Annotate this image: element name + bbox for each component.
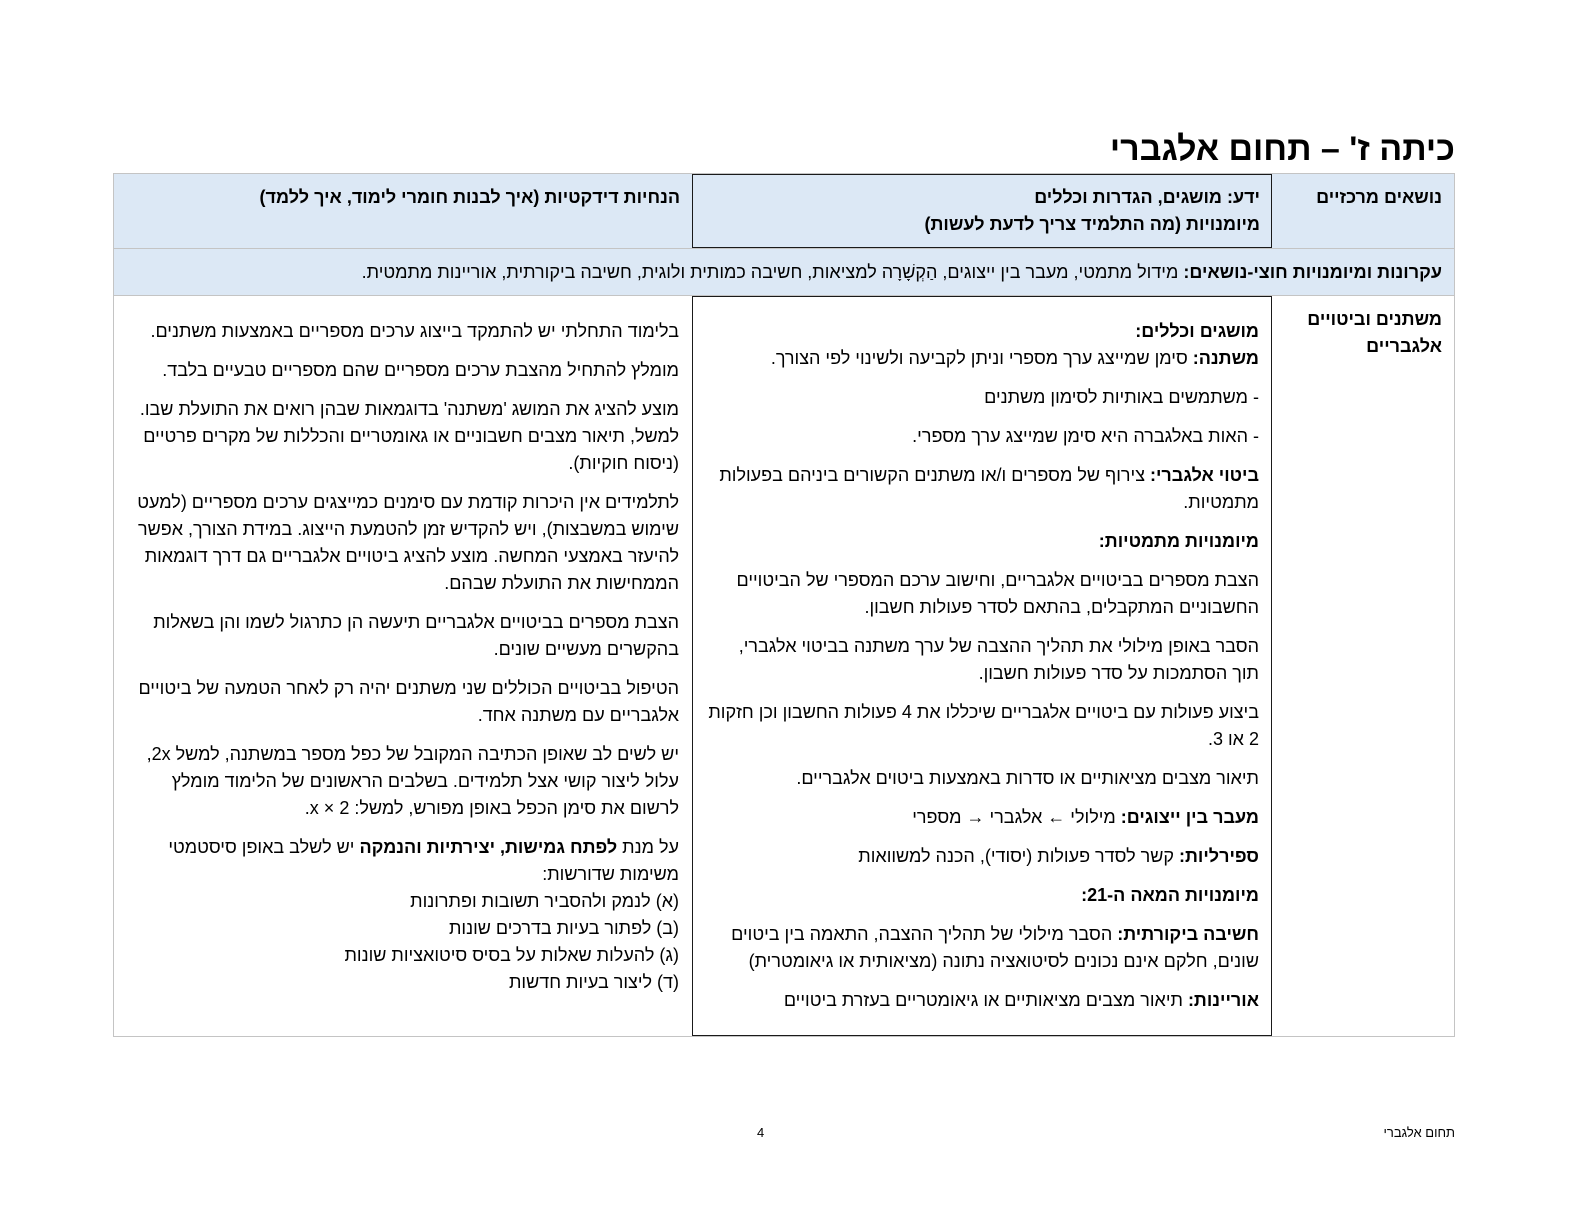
math-skills-heading: מיומנויות מתמטיות: (1098, 531, 1259, 551)
cross-topic-row (114, 249, 1454, 296)
expression-label: ביטוי אלגברי: (1150, 465, 1259, 485)
didactic-paragraph: מוצע להציג את המושג 'משתנה' בדוגמאות שבהן רואים את התועלת שבו. למשל, תיאור מצבים חשבוניים או גאומטריים והכללות של מקרים פרטיים (ניסוח חוקיות). (139, 399, 679, 473)
cross-topic-cell (114, 249, 1454, 286)
task-list-item: (א) לנמק ולהסביר תשובות ופתרונות (410, 891, 679, 911)
representation-paragraph (708, 804, 1259, 831)
skill-item: תיאור מצבים מציאותיים או סדרות באמצעות ביטוים אלגבריים. (796, 768, 1259, 788)
skill-item: ביצוע פעולות עם ביטויים אלגבריים שיכללו את 4 פעולות החשבון וכן חזקות 2 או 3. (708, 702, 1259, 749)
spiral-paragraph (708, 843, 1259, 870)
didactic-cell (114, 296, 692, 1036)
topic-row (114, 296, 1454, 1036)
page-title: כיתה ז' – תחום אלגברי (1109, 130, 1455, 168)
cross-topic-text: מידול מתמטי, מעבר בין ייצוגים, הַקְשָׁרָה למציאות, חשיבה כמותית ולוגית, חשיבה ביקורתית, אוריינות מתמטית. (361, 262, 1184, 282)
representation-text: מילולי ← אלגברי → מספרי (912, 807, 1121, 827)
spiral-label: ספירליות: (1179, 846, 1259, 866)
cross-topic-label: עקרונות ומיומנויות חוצי-נושאים: (1183, 262, 1442, 282)
didactic-paragraph: יש לשים לב שאופן הכתיבה המקובל של כפל מספר במשתנה, למשל 2x, עלול ליצור קושי אצל תלמידים. בשלבים הראשונים של הלימוד מומלץ לרשום את סימן הכפל באופן מפורש, למשל: 2 × x. (146, 744, 679, 818)
didactic-paragraph: הטיפול בביטויים הכוללים שני משתנים יהיה רק לאחר הטמעה של ביטויים אלגבריים עם משתנה אחד. (138, 678, 679, 725)
representation-label: מעבר בין ייצוגים: (1120, 807, 1259, 827)
footer-section-name: תחום אלגברי (1383, 1125, 1455, 1140)
table-header-row (114, 174, 1454, 249)
flexibility-intro-suffix: יש לשלב באופן סיסטמטי משימות שדורשות: (168, 837, 679, 884)
literacy-label: אוריינות: (1187, 990, 1259, 1010)
didactic-paragraph: הצבת מספרים בביטויים אלגבריים תיעשה הן כתרגול לשמו והן בשאלות בהקשרים מעשיים שונים. (153, 612, 679, 659)
topic-name: משתנים וביטויים אלגבריים (1307, 309, 1442, 356)
expression-paragraph (708, 462, 1259, 516)
expression-definition: צירוף של מספרים ו/או משתנים הקשורים ביניהם בפעולות מתמטיות. (719, 465, 1259, 512)
variable-definition: סימן שמייצג ערך מספרי וניתן לקביעה ולשינוי לפי הצורך. (770, 348, 1193, 368)
task-list-item: (ג) להעלות שאלות על בסיס סיטואציות שונות (344, 945, 679, 965)
flexibility-intro-prefix: על מנת (617, 837, 679, 857)
header-knowledge-line1: ידע: מושגים, הגדרות וכללים (1034, 187, 1260, 207)
header-knowledge (692, 174, 1272, 248)
task-list-item: (ד) ליצור בעיות חדשות (508, 972, 679, 992)
page-number: 4 (757, 1125, 765, 1140)
didactic-paragraph: לתלמידים אין היכרות קודמת עם סימנים כמייצגים ערכים מספריים (למעט שימוש במשבצות), ויש להקדיש זמן להטמעת הייצוג. במידת הצורך, אפשר להיעזר באמצעי המחשה. מוצע להציג ביטויים אלגבריים גם דרך דוגמאות הממחישות את התועלת שבהם. (137, 492, 679, 593)
curriculum-table (113, 173, 1455, 1037)
literacy-text: תיאור מצבים מציאותיים או גיאומטריים בעזרת ביטויים (783, 990, 1188, 1010)
header-knowledge-line2: מיומנויות (מה התלמיד צריך לדעת לעשות) (924, 214, 1260, 234)
header-topics: נושאים מרכזיים (1316, 187, 1442, 207)
flexibility-paragraph (127, 834, 679, 996)
concepts-paragraph (708, 318, 1259, 372)
flexibility-intro-bold: לפתח גמישות, יצירתיות והנמקה (359, 837, 618, 857)
bullet-item: - האות באלגברה היא סימן שמייצג ערך מספרי. (912, 426, 1259, 446)
didactic-paragraph: בלימוד התחלתי יש להתמקד בייצוג ערכים מספריים באמצעות משתנים. (150, 321, 679, 341)
literacy-paragraph (708, 987, 1259, 1014)
bullet-item: - משתמשים באותיות לסימון משתנים (984, 387, 1259, 407)
spiral-text: קשר לסדר פעולות (יסודי), הכנה למשוואות (858, 846, 1179, 866)
didactic-paragraph: מומלץ להתחיל מהצבת ערכים מספריים שהם מספריים טבעיים בלבד. (162, 360, 679, 380)
century-skills-heading: מיומנויות המאה ה-21: (1081, 885, 1259, 905)
concepts-heading: מושגים וכללים: (1135, 321, 1259, 341)
variable-label: משתנה: (1192, 348, 1259, 368)
critical-thinking-label: חשיבה ביקורתית: (1117, 924, 1259, 944)
header-didactic: הנחיות דידקטיות (איך לבנות חומרי לימוד, איך ללמד) (259, 187, 680, 207)
task-list-item: (ב) לפתור בעיות בדרכים שונות (448, 918, 679, 938)
skill-item: הסבר באופן מילולי את תהליך ההצבה של ערך משתנה בביטוי אלגברי, תוך הסתמכות על סדר פעולות חשבון. (738, 636, 1259, 683)
critical-thinking-paragraph (708, 921, 1259, 975)
knowledge-cell (692, 296, 1272, 1036)
skill-item: הצבת מספרים בביטויים אלגבריים, וחישוב ערכם המספרי של הביטויים החשבוניים המתקבלים, בהתאם לסדר פעולות חשבון. (736, 570, 1259, 617)
critical-thinking-text: הסבר מילולי של תהליך ההצבה, התאמה בין ביטוים שונים, חלקם אינם נכונים לסיטואציה נתונה (מציאותית או גיאומטרית) (731, 924, 1259, 971)
